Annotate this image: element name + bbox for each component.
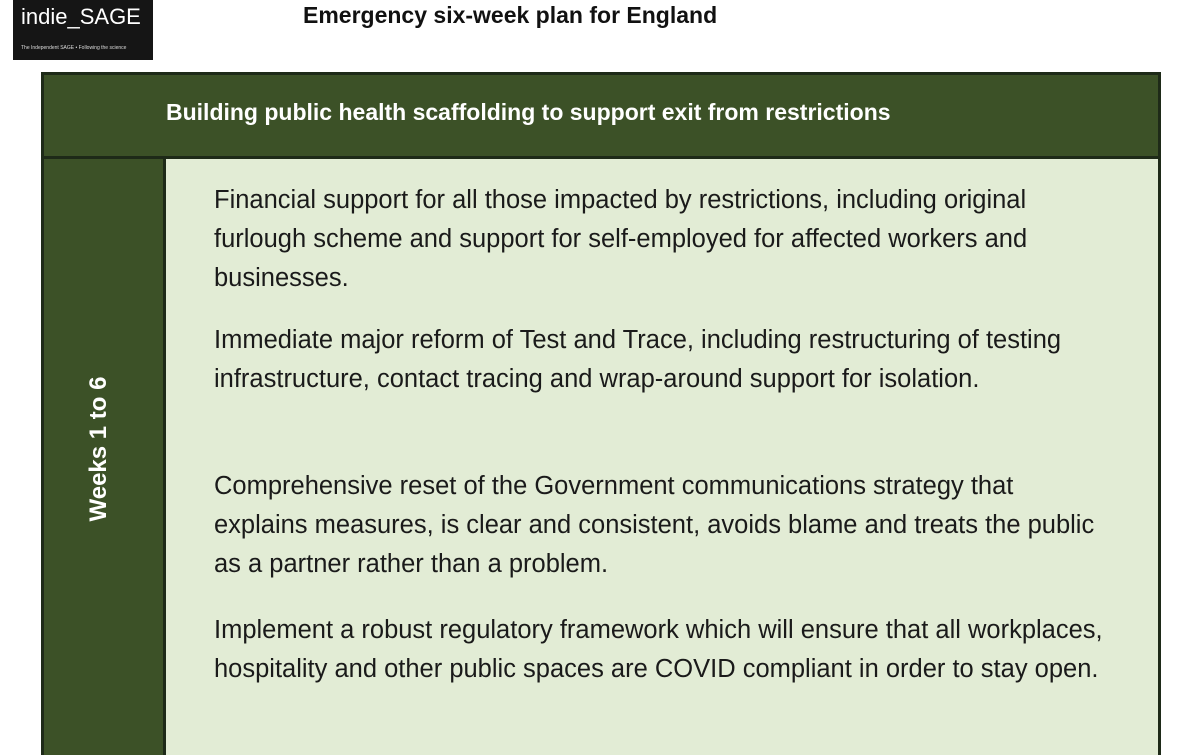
side-band bbox=[44, 159, 166, 755]
table-header bbox=[44, 75, 1158, 159]
side-label: Weeks 1 to 6 bbox=[85, 376, 112, 522]
indie-sage-logo bbox=[13, 0, 153, 60]
plan-table bbox=[41, 72, 1161, 755]
logo-name: indie_SAGE bbox=[21, 4, 141, 29]
plan-item: Implement a robust regulatory framework which will ensure that all workplaces, hospitality and other public spaces are COVID compliant in order to stay open. bbox=[214, 616, 1103, 683]
page-title: Emergency six-week plan for England bbox=[303, 2, 718, 28]
content-panel bbox=[166, 159, 1158, 755]
plan-item: Financial support for all those impacted by restrictions, including original furlough scheme and support for self-employed for affected workers and businesses. bbox=[214, 186, 1028, 292]
logo-tagline: The Independent SAGE • Following the science bbox=[21, 45, 127, 51]
table-header-text: Building public health scaffolding to support exit from restrictions bbox=[166, 99, 891, 125]
plan-item: Comprehensive reset of the Government communications strategy that explains measures, is clear and consistent, avoids blame and treats the public as a partner rather than a problem. bbox=[214, 472, 1095, 578]
plan-item: Immediate major reform of Test and Trace, including restructuring of testing infrastructure, contact tracing and wrap-around support for isolation. bbox=[214, 326, 1062, 393]
